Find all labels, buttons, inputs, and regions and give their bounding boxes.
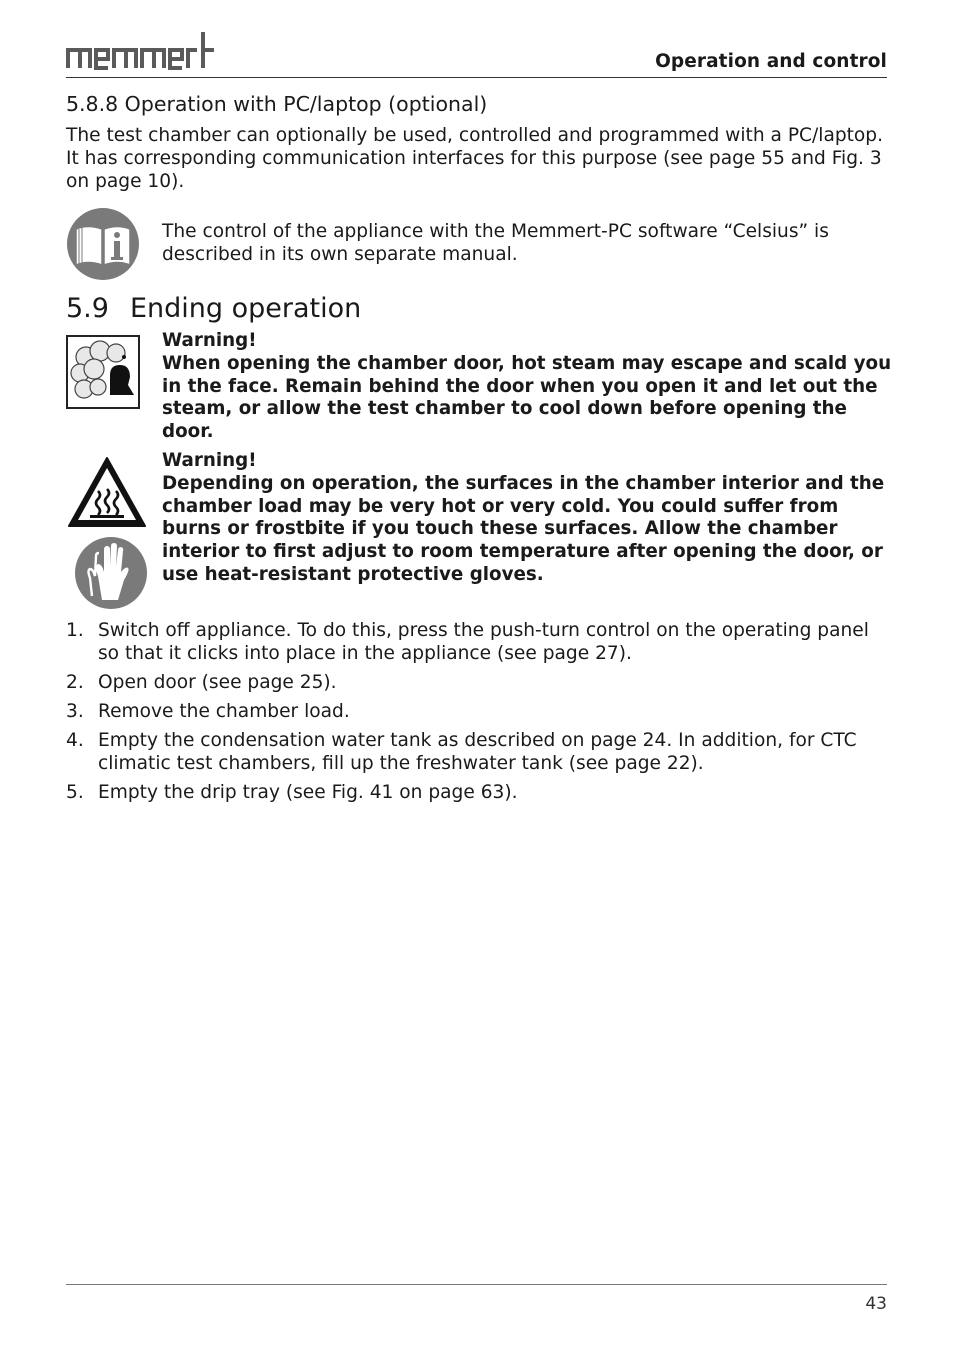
list-item [66,619,892,665]
step-number: 1. [66,620,84,641]
header-section-title: Operation and control [655,51,887,72]
warning-text: When opening the chamber door, hot steam may escape and scald you in the face. Remain behind the door when you open it and let out the steam, or allow the test chamber to cool down before opening the door. [162,352,892,443]
header-divider [66,77,887,78]
warning-label: Warning! [162,450,257,471]
hot-steam-warning-icon [66,335,140,409]
page-number: 43 [865,1294,887,1314]
warning-text: Depending on operation, the surfaces in the chamber interior and the chamber load may be very hot or very cold. You could suffer from burns or frostbite if you touch these surfaces. Allow the chamber interior to first adjust to room temperature after opening the door, or use heat-resistant protective gloves. [162,472,885,585]
list-item [66,671,892,694]
step-number: 4. [66,730,84,751]
section-number: 5.9 [66,293,109,324]
step-number: 2. [66,672,84,693]
step-text: Switch off appliance. To do this, press the push-turn control on the operating panel so that it clicks into place in the appliance (see page 27). [98,620,869,664]
warning-hot-surfaces [162,450,892,587]
hot-surface-warning-icon [66,455,148,529]
step-text: Remove the chamber load. [98,701,350,722]
step-text: Empty the condensation water tank as described on page 24. In addition, for CTC climatic test chambers, fill up the freshwater tank (see page 22). [98,730,857,774]
protective-gloves-icon [74,536,148,610]
step-number: 3. [66,701,84,722]
subsection-body: The test chamber can optionally be used, controlled and programmed with a PC/laptop. It has corresponding communication interfaces for this purpose (see page 55 and Fig. 3 on page 10). [66,125,884,192]
list-item [66,729,892,775]
list-item [66,700,892,723]
info-note: The control of the appliance with the Memmert-PC software “Celsius” is described in its own separate manual. [162,221,829,265]
step-number: 5. [66,782,84,803]
footer-divider [66,1284,887,1285]
memmert-logo [66,30,216,72]
warning-hot-steam [162,330,892,444]
step-text: Empty the drip tray (see Fig. 41 on page 63). [98,782,518,803]
section-title: Ending operation [130,293,362,324]
subsection-heading: 5.8.8 Operation with PC/laptop (optional) [66,92,488,116]
manual-info-icon [66,207,140,281]
step-text: Open door (see page 25). [98,672,337,693]
section-heading [66,293,361,324]
warning-label: Warning! [162,330,257,351]
list-item [66,781,892,804]
ending-steps-list [66,619,892,810]
